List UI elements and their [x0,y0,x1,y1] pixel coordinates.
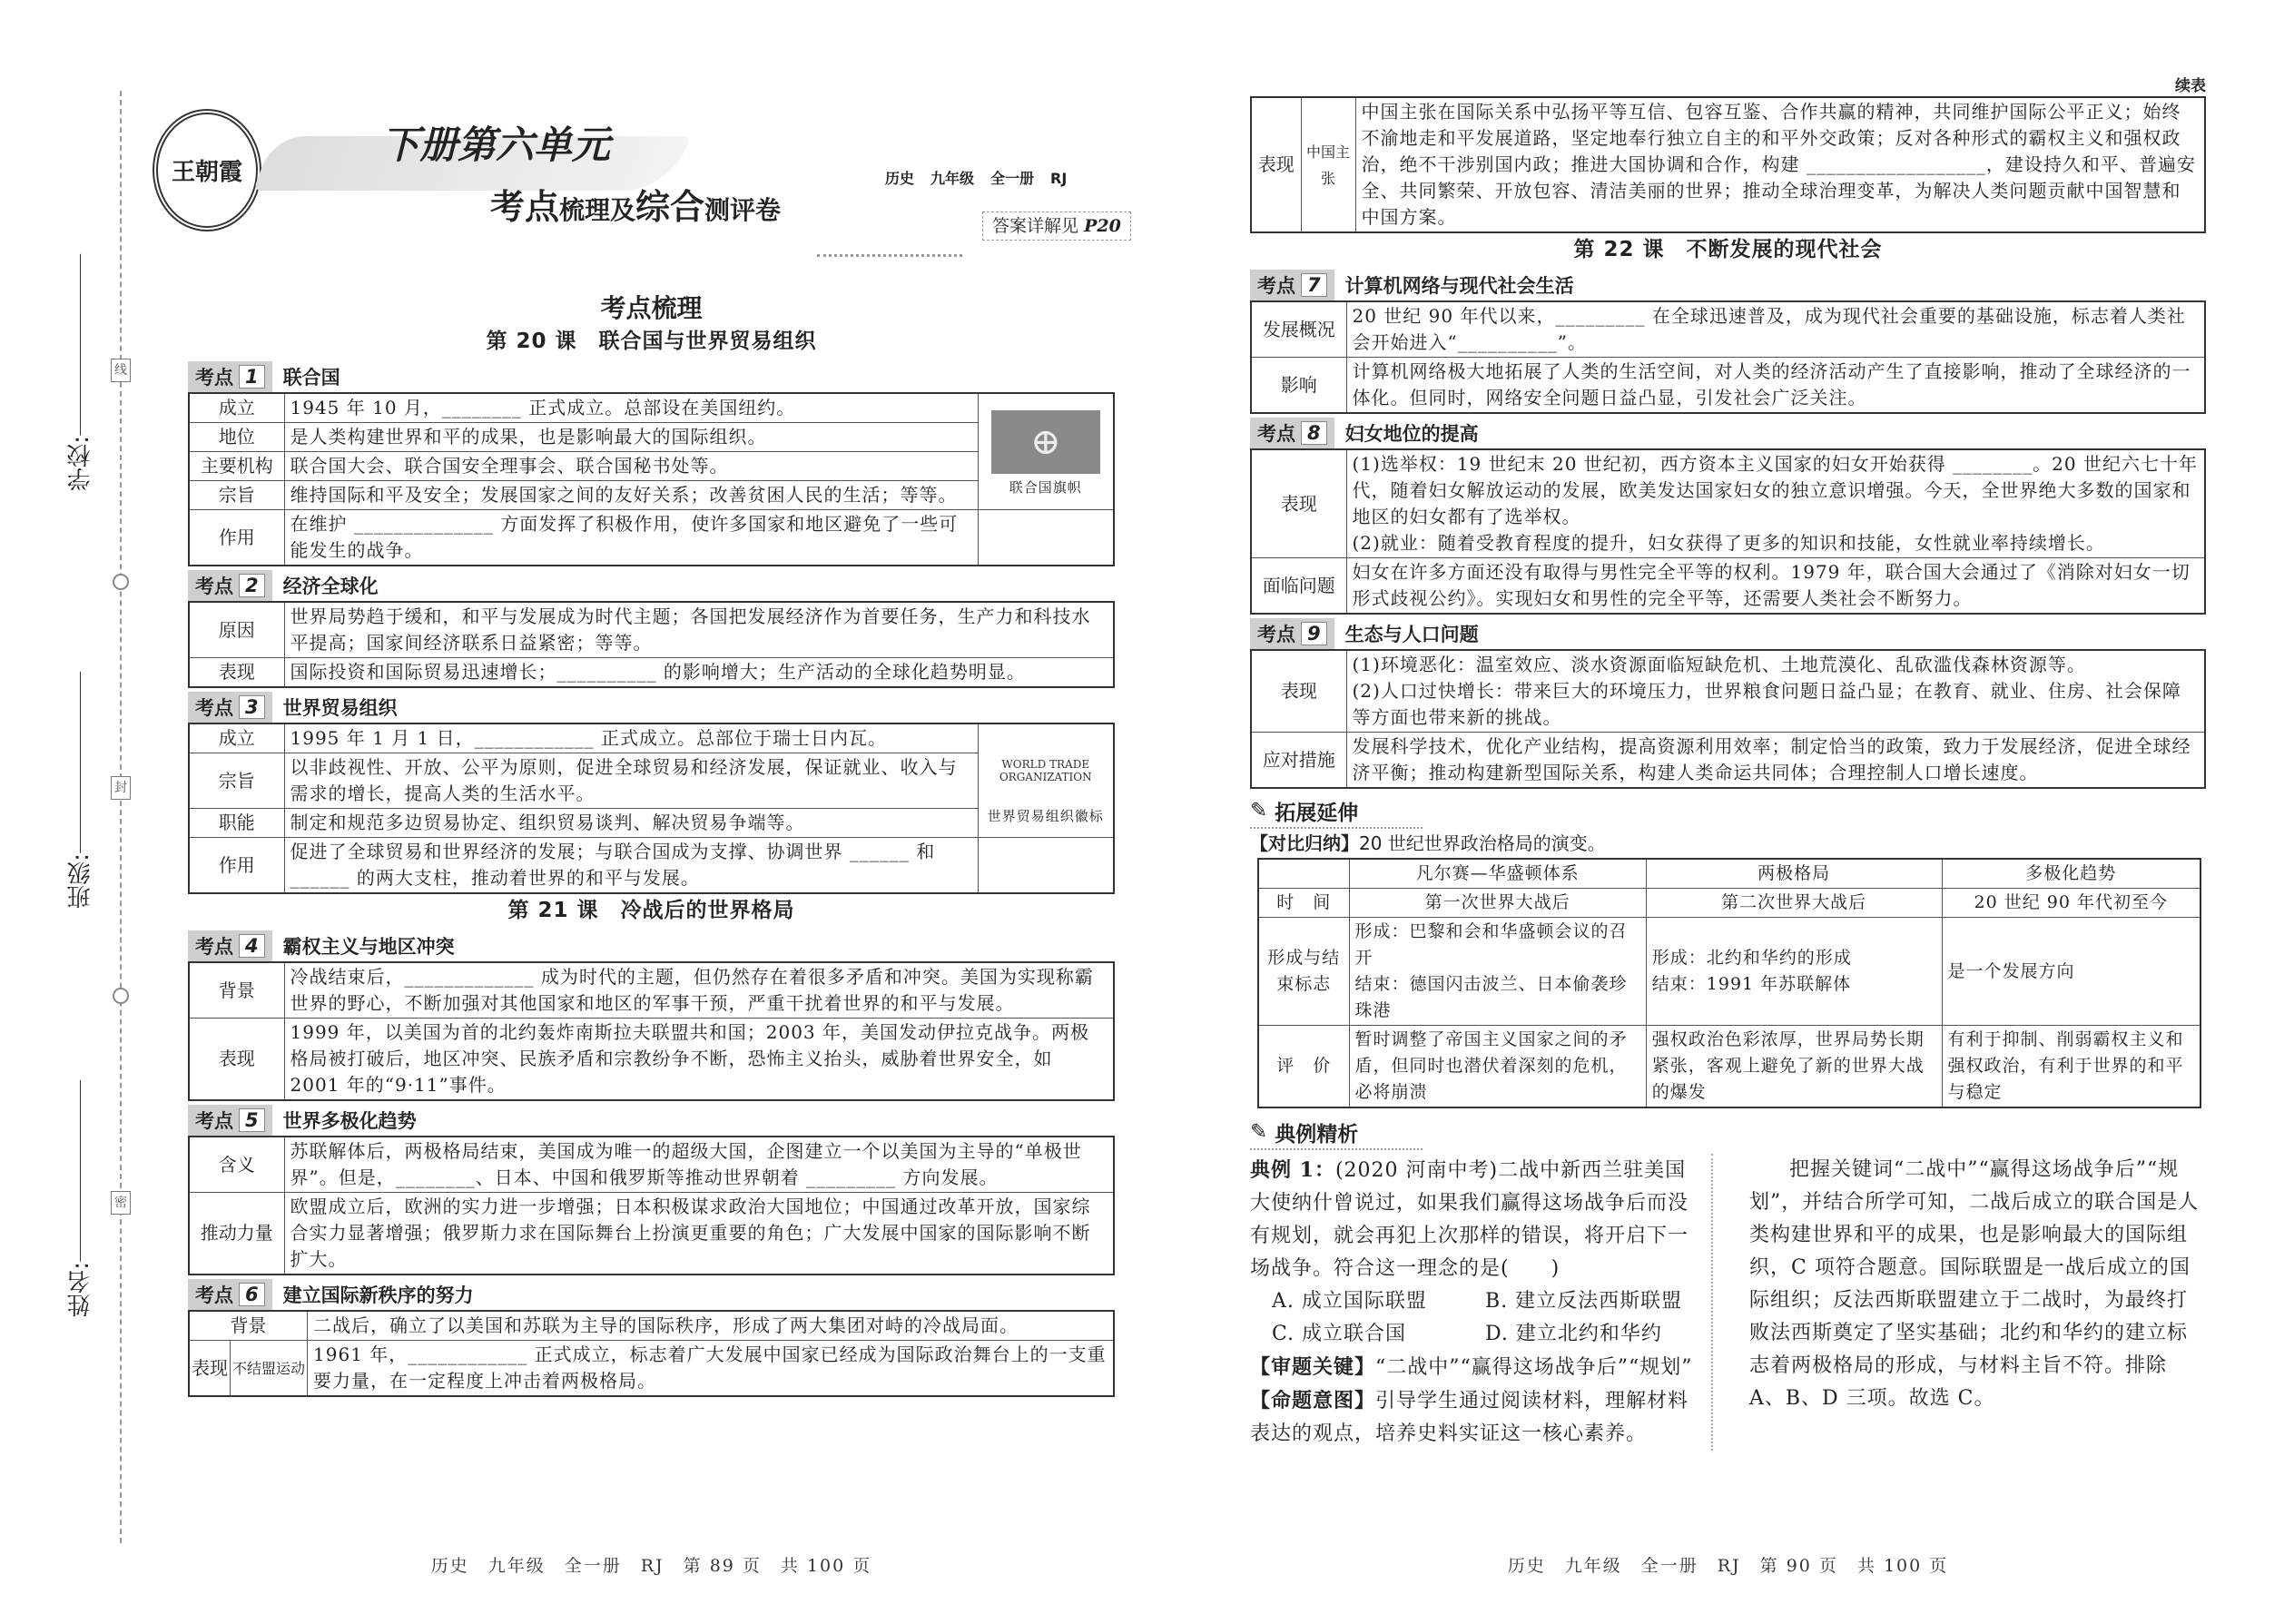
extend-header [1250,794,1423,829]
k4-table [188,961,1115,1101]
row-header: 表现 [189,1341,231,1397]
k6-table [188,1310,1115,1397]
row-text: 发展科学技术，优化产业结构，提高资源利用效率；制定恰当的政策，致力于发展经济，促进全球经济平衡；推动构建新型国际关系，构建人类命运共同体；合理控制人口增长速度。 [1346,733,2205,789]
binding-hole-icon [113,574,129,590]
k3-table [188,723,1115,894]
option-d: D. 建立北约和华约 [1485,1323,1662,1345]
table-cell: 强权政治色彩浓厚，世界局势长期紧张，客观上避免了新的世界大战的爆发 [1646,1026,1942,1108]
intent-text: 引导学生通过阅读材料，理解材料表达的观点，培养史料实证这一核心素养。 [1250,1390,1689,1445]
column-header: 凡尔赛—华盛顿体系 [1349,859,1646,889]
table-cell: 形成：北约和华约的形成 结束：1991 年苏联解体 [1646,918,1942,1026]
row-header: 原因 [189,602,284,658]
table-row [189,723,1114,753]
section-title: 建立国际新秩序的努力 [282,1284,474,1306]
brand-logo [153,109,261,231]
row-text: 1995 年 1 月 1 日，____________ 正式成立。总部位于瑞士日内瓦。 [284,723,978,753]
table-row [189,753,1114,809]
kaodian-label [1250,618,1334,649]
row-header: 宗旨 [189,481,284,510]
table-row [1258,889,2200,918]
kaodian-number: 3 [239,695,265,719]
section-title: 经济全球化 [282,576,379,597]
key-text: “二战中”“赢得这场战争后”“规划” [1375,1356,1693,1379]
section-title: 生态与人口问题 [1344,624,1479,645]
name-field [64,1080,97,1317]
meta-edition: RJ [1050,170,1068,187]
row-text: 国际投资和国际贸易迅速增长；__________ 的影响增大；生产活动的全球化趋势明显。 [284,658,1114,688]
title-part: 考点 [490,187,560,227]
row-text: 二战后，确立了以美国和苏联为主导的国际秩序，形成了两大集团对峙的冷战局面。 [308,1311,1114,1341]
school-label: 学校: [67,436,94,491]
continued-table [1250,96,2206,233]
table-row [1251,449,2205,558]
example-question-column [1250,1154,1713,1451]
k2-table [188,601,1115,688]
extend-title: 拓展延伸 [1275,801,1359,825]
answer-reference [982,212,1131,241]
answer-page: P20 [1084,216,1121,236]
row-text: 在维护 ______________ 方面发挥了积极作用，使许多国家和地区避免了一些可能发生的战争。 [284,510,978,566]
row-text: 中国主张在国际关系中弘扬平等互信、包容互鉴、合作共赢的精神，共同维护国际公平正义；始终不渝地走和平发展道路，坚定地奉行独立自主的和平外交政策；反对各种形式的霸权主义和强权政治，绝不干涉别国内政；推进大国协调和合作，构建 __________________，建设持久和平、普遍安全、共同繁荣、开放包容、清洁美丽的世界；推动全球治理变革，为解决人类问题贡献中国智慧和中国方案。 [1355,97,2205,232]
section-header-k9 [1250,618,2206,649]
compare-label: 【对比归纳】 [1250,832,1359,854]
kaodian-label [188,361,272,392]
kaodian-text: 考点 [195,367,233,389]
table-cell: 第一次世界大战后 [1349,889,1646,918]
school-field [64,254,97,491]
row-text: 世界局势趋于缓和，和平与发展成为时代主题；各国把发展经济作为首要任务，生产力和科技水平提高；国家间经济联系日益紧密；等等。 [284,602,1114,658]
option-c: C. 成立联合国 [1272,1323,1407,1345]
row-text: 1945 年 10 月，________ 正式成立。总部设在美国纽约。 [284,393,978,423]
table-cell: 暂时调整了帝国主义国家之间的矛盾，但同时也潜伏着深刻的危机，必将崩溃 [1349,1026,1646,1108]
kaodian-text: 考点 [1257,423,1295,445]
key-label: 【审题关键】 [1250,1355,1376,1379]
wto-logo-icon: WORLD TRADE ORGANIZATION [991,739,1100,802]
kaodian-label [188,1279,272,1310]
row-header: 应对措施 [1251,733,1346,789]
page-footer-right: 历史 九年级 全一册 RJ 第 90 页 共 100 页 [1507,1556,1949,1576]
row-header: 成立 [189,393,284,423]
meta-volume: 全一册 [990,170,1035,187]
right-page [1250,76,2206,1578]
section-title: 联合国 [282,367,340,389]
row-header: 形成与结束标志 [1258,918,1349,1026]
sub-header: 中国主张 [1301,97,1355,232]
row-header: 评 价 [1258,1026,1349,1108]
table-row [189,393,1114,423]
row-header: 宗旨 [189,753,284,809]
row-text: 维持国际和平及安全；发展国家之间的友好关系；改善贫困人民的生活；等等。 [284,481,978,510]
logo-text: 王朝霞 [171,159,242,186]
title-part: 梳理及 [559,195,636,225]
table-row [189,838,1114,894]
table-cell: 是一个发展方向 [1942,918,2200,1026]
kaodian-number: 6 [239,1283,265,1306]
row-header: 作用 [189,510,284,566]
kaodian-number: 8 [1301,421,1327,445]
row-header: 表现 [1251,650,1346,733]
continued-label: 续表 [2175,77,2206,95]
table-row [1258,918,2200,1026]
table-row [189,658,1114,688]
table-cell: 20 世纪 90 年代初至今 [1942,889,2200,918]
kaodian-number: 1 [239,365,265,389]
row-header: 地位 [189,423,284,452]
unit-title: 下册第六单元 [381,123,611,167]
table-row [189,452,1114,481]
k7-table [1250,300,2206,414]
seal-mark-secret: 密 [111,1191,131,1215]
example-body [1250,1154,2206,1451]
kaodian-number: 7 [1301,273,1327,297]
kaodian-label [188,930,272,961]
pencil-icon: ✎ [1250,1120,1268,1144]
row-header: 时 间 [1258,889,1349,918]
k9-table [1250,649,2206,789]
row-text: 冷战结束后，_____________ 成为时代的主题，但仍然存在着很多矛盾和冲突。美国为实现称霸世界的野心，不断加强对其他国家和地区的军事干预，严重干扰着世界的和平与发展。 [284,962,1114,1019]
seal-mark-line: 线 [111,359,131,382]
table-row [1258,1026,2200,1108]
row-header: 表现 [1251,97,1301,232]
un-flag-icon: ⊕ [991,410,1100,474]
options [1250,1285,1698,1351]
title-part: 综合 [635,187,705,227]
table-row [189,423,1114,452]
section-header-k2 [188,570,1115,601]
row-header: 发展概况 [1251,301,1346,358]
column-header: 两极格局 [1646,859,1942,889]
row-text: 促进了全球贸易和世界经济的发展；与联合国成为支撑、协调世界 ______ 和 ______ 的两大支柱，推动着世界的和平与发展。 [284,838,978,894]
seal-mark-seal: 封 [111,776,131,800]
class-field [64,672,97,909]
row-text: 欧盟成立后，欧洲的实力进一步增强；日本积极谋求政治大国地位；中国通过改革开放，国家综合实力显著增强；俄罗斯力求在国际舞台上扮演更重要的角色；广大发展中国家的国际影响不断扩大。 [284,1193,1114,1275]
image-caption: 联合国旗帜 [1009,478,1082,496]
compare-title: 20 世纪世界政治格局的演变。 [1359,832,1606,854]
row-text: 1961 年，____________ 正式成立，标志着广大发展中国家已经成为国际政治舞台上的一支重要力量，在一定程度上冲击着两极格局。 [308,1341,1114,1397]
compare-heading [1250,829,2206,858]
example-label: 典例 1： [1250,1158,1335,1182]
row-text: 联合国大会、联合国安全理事会、联合国秘书处等。 [284,452,978,481]
row-header: 影响 [1251,358,1346,414]
section-header-k6 [188,1279,1115,1310]
binding-hole-icon [113,988,129,1004]
kaodian-text: 考点 [195,576,233,597]
section-header-k1 [188,361,1115,392]
section-header-k3 [188,692,1115,723]
row-header: 背景 [189,962,284,1019]
column-header [1258,859,1349,889]
table-row [189,510,1114,566]
header-dashed-line [817,254,962,257]
kaodian-label [188,692,272,723]
paper-title [490,186,781,231]
row-text: (1)环境恶化：温室效应、淡水资源面临短缺危机、土地荒漠化、乱砍滥伐森林资源等。 (2)人口过快增长：带来巨大的环境压力，世界粮食问题日益凸显；在教育、就业、住房、社会保障等方面也带来新的挑战。 [1346,650,2205,733]
row-header: 表现 [1251,449,1346,558]
example-question: (2020 河南中考)二战中新西兰驻美国大使纳什曾说过，如果我们赢得这场战争后而没有规划，就会再犯上次那样的错误，将开启下一场战争。符合这一理念的是( ) [1250,1159,1689,1280]
row-text: 计算机网络极大地拓展了人类的生活空间，对人类的经济活动产生了直接影响，推动了全球经济的一体化。但同时，网络安全问题日益凸显，引发社会广泛关注。 [1346,358,2205,414]
table-cell: 形成：巴黎和会和华盛顿会议的召开 结束：德国闪击波兰、日本偷袭珍珠港 [1349,918,1646,1026]
table-cell: 有利于抑制、削弱霸权主义和强权政治，有利于世界的和平与稳定 [1942,1026,2200,1108]
answer-ref-label: 答案详解见 [992,216,1079,236]
row-header: 表现 [189,1019,284,1101]
table-row [189,1019,1114,1101]
table-header-row [1258,859,2200,889]
table-row [189,602,1114,658]
row-text: (1)选举权：19 世纪末 20 世纪初，西方资本主义国家的妇女开始获得 ________。20 世纪六七十年代，随着妇女解放运动的发展，欧美发达国家妇女的独立意识增强。今天，全世界绝大多数的国家和地区的妇女都有了选举权。 (2)就业：随着受教育程度的提升，妇女获得了更多的知识和技能，女性就业率持续增长。 [1346,449,2205,558]
section-title: 霸权主义与地区冲突 [282,936,455,958]
kaodian-label [188,1105,272,1136]
table-row [1251,733,2205,789]
section-header-k5 [188,1105,1115,1136]
section-title: 妇女地位的提高 [1344,423,1479,445]
column-header: 多极化趋势 [1942,859,2200,889]
row-text: 妇女在许多方面还没有取得与男性完全平等的权利。1979 年，联合国大会通过了《消除对妇女一切形式歧视公约》。实现妇女和男性的完全平等，还需要人类社会不断努力。 [1346,558,2205,615]
row-text: 制定和规范多边贸易协定、组织贸易谈判、解决贸易争端等。 [284,809,978,838]
kaodian-label [1250,418,1334,448]
kaodian-text: 考点 [195,697,233,719]
lesson-22-title: 第 22 课 不断发展的现代社会 [1573,238,1883,261]
row-text: 以非歧视性、开放、公平为原则，促进全球贸易和经济发展，保证就业、收入与需求的增长，提高人类的生活水平。 [284,753,978,809]
page-footer-left: 历史 九年级 全一册 RJ 第 89 页 共 100 页 [430,1556,872,1576]
meta-subject: 历史 [885,170,915,187]
table-row [1251,358,2205,414]
section-header-k7 [1250,270,2206,300]
row-text: 20 世纪 90 年代以来，_________ 在全球迅速普及，成为现代社会重要的基础设施，标志着人类社会开始进入“__________”。 [1346,301,2205,358]
lesson-21-title: 第 21 课 冷战后的世界格局 [507,899,795,922]
row-header: 主要机构 [189,452,284,481]
k8-table [1250,448,2206,615]
meta-grade: 九年级 [930,170,975,187]
table-row [1251,301,2205,358]
kaodian-number: 9 [1301,622,1327,645]
option-a: A. 成立国际联盟 [1272,1290,1427,1313]
table-row [189,962,1114,1019]
intent-label: 【命题意图】 [1250,1389,1376,1412]
kaodian-text: 考点 [195,1110,233,1132]
kaodian-text: 考点 [1257,624,1295,645]
table-row [189,809,1114,838]
row-text: 是人类构建世界和平的成果，也是影响最大的国际组织。 [284,423,978,452]
un-flag-cell [978,393,1114,510]
row-header: 含义 [189,1137,284,1193]
example-analysis: 把握关键词“二战中”“赢得这场战争后”“规划”，并结合所学可知，二战后成立的联合国是人类构建世界和平的成果，也是影响最大的国际组织，C 项符合题意。国际联盟是一战后成立的国际组织；反法西斯联盟建立于二战时，为最终打败法西斯奠定了坚实基础；北约和华约的建立标志着两极格局的形成，与材料主旨不符。排除 A、B、D 三项。故选 C。 [1749,1158,2200,1410]
example-title: 典例精析 [1275,1122,1359,1147]
section-title: 世界多极化趋势 [282,1110,417,1132]
option-b: B. 建立反法西斯联盟 [1485,1290,1683,1313]
kaodian-number: 4 [239,934,265,958]
kaodian-number: 2 [239,574,265,597]
section-title: 计算机网络与现代社会生活 [1344,275,1574,297]
row-header: 成立 [189,723,284,753]
table-row [189,481,1114,510]
row-header: 职能 [189,809,284,838]
class-label: 班级: [67,853,94,909]
row-header: 推动力量 [189,1193,284,1275]
row-header: 作用 [189,838,284,894]
row-text: 1999 年，以美国为首的北约轰炸南斯拉夫联盟共和国；2003 年，美国发动伊拉克战争。两极格局被打破后，地区冲突、民族矛盾和宗教纷争不断，恐怖主义抬头，威胁着世界安全，如 2001 年的“9·11”事件。 [284,1019,1114,1101]
example-header [1250,1116,1423,1150]
binding-line [120,91,122,1543]
section-title: 世界贸易组织 [282,697,398,719]
table-row [189,1193,1114,1275]
kaodian-label [1250,270,1334,300]
wto-logo-cell [978,723,1114,838]
pencil-icon: ✎ [1250,799,1268,822]
book-meta [885,169,1067,189]
section-header-k8 [1250,418,2206,448]
table-cell: 第二次世界大战后 [1646,889,1942,918]
row-header: 表现 [189,658,284,688]
kaodian-text: 考点 [1257,275,1295,297]
image-caption: 世界贸易组织徽标 [987,808,1104,824]
row-header: 背景 [189,1311,308,1341]
row-header: 面临问题 [1251,558,1346,615]
k5-table [188,1136,1115,1275]
left-page [188,289,1115,1578]
table-row [1251,558,2205,615]
section-header-k4 [188,930,1115,961]
table-row [1251,650,2205,733]
sub-header: 不结盟运动 [231,1341,308,1397]
k1-table [188,392,1115,566]
table-row [189,1137,1114,1193]
kaodian-label [188,570,272,601]
name-label: 姓名: [67,1262,94,1317]
kaodian-text: 考点 [195,936,233,958]
comparison-table [1257,858,2201,1108]
lesson-20-title: 第 20 课 联合国与世界贸易组织 [486,330,817,353]
row-text: 苏联解体后，两极格局结束，美国成为唯一的超级大国，企图建立一个以美国为主导的“单极世界”。但是，________、日本、中国和俄罗斯等推动世界朝着 _________ 方向发展。 [284,1137,1114,1193]
title-part: 测评卷 [704,195,782,225]
kaodian-text: 考点 [195,1284,233,1306]
section-title: 考点梳理 [600,293,703,323]
kaodian-number: 5 [239,1108,265,1132]
